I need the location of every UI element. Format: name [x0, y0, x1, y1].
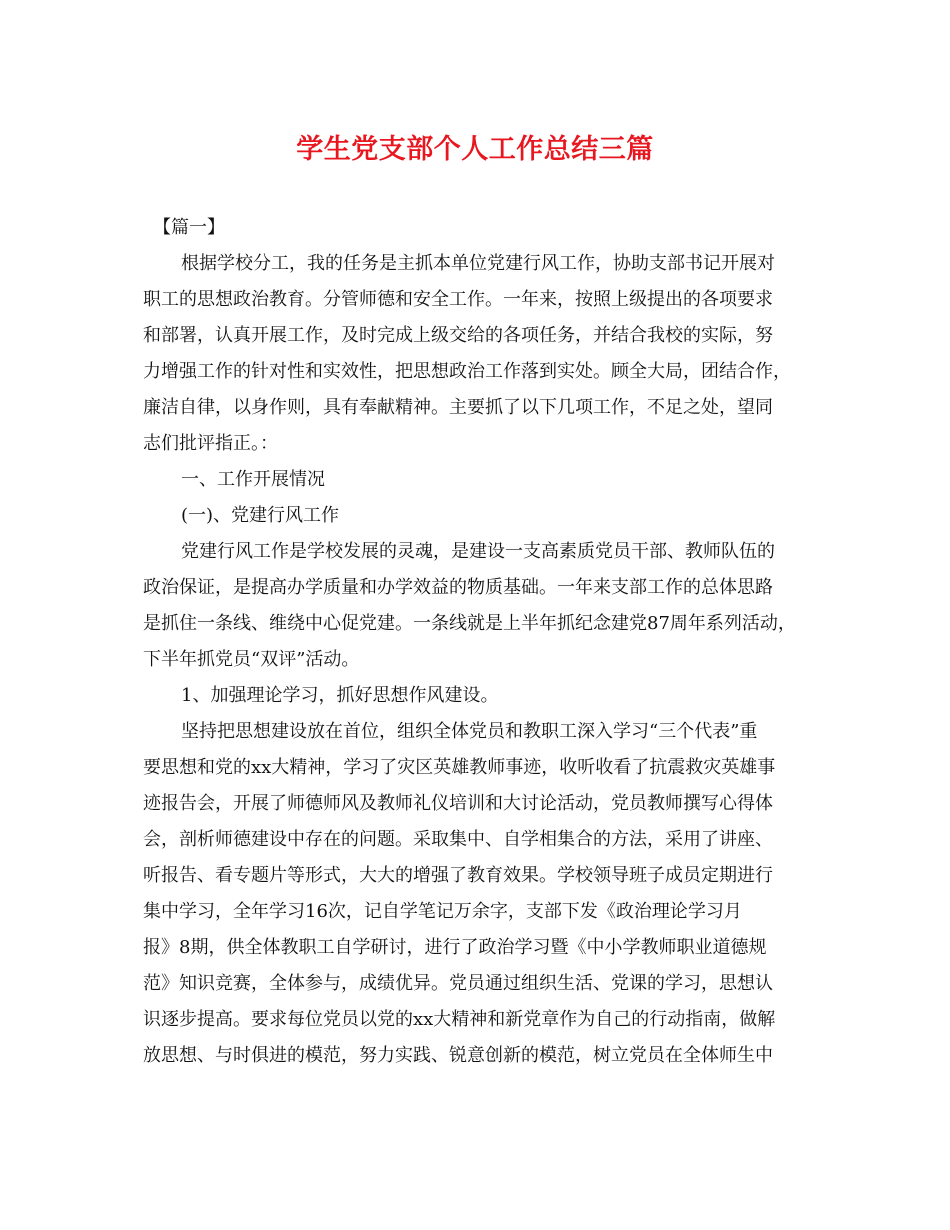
paragraph-line: 下半年抓党员“双评”活动。 — [143, 649, 360, 670]
paragraph-line: 坚持把思想建设放在首位，组织全体党员和教职工深入学习“三个代表”重 — [181, 721, 758, 742]
paragraph-line: 识逐步提高。要求每位党员以党的xx大精神和新党章作为自己的行动指南，做解 — [143, 1009, 776, 1030]
document-body — [143, 210, 811, 1074]
document-title: 学生党支部个人工作总结三篇 — [296, 134, 654, 165]
paragraph-line: 根据学校分工，我的任务是主抓本单位党建行风工作，协助支部书记开展对 — [181, 253, 775, 274]
paragraph-line: 志们批评指正。： — [143, 433, 278, 454]
paragraph-line: 范》知识竞赛，全体参与，成绩优异。党员通过组织生活、党课的学习，思想认 — [143, 973, 773, 994]
paragraph-line: 廉洁自律，以身作则，具有奉献精神。主要抓了以下几项工作，不足之处，望同 — [143, 397, 773, 418]
paragraph-line: 职工的思想政治教育。分管师德和安全工作。一年来，按照上级提出的各项要求 — [143, 289, 773, 310]
section-heading: 【篇一】 — [153, 217, 225, 238]
subheading: (一)、党建行风工作 — [181, 505, 340, 526]
paragraph-line: 力增强工作的针对性和实效性，把思想政治工作落到实处。顾全大局，团结合作， — [143, 361, 791, 382]
paragraph-line: 听报告、看专题片等形式，大大的增强了教育效果。学校领导班子成员定期进行 — [143, 865, 773, 886]
subheading: 1、加强理论学习，抓好思想作风建设。 — [181, 685, 499, 706]
paragraph-line: 报》8期，供全体教职工自学研讨，进行了政治学习暨《中小学教师职业道德规 — [143, 937, 767, 958]
paragraph-line: 党建行风工作是学校发展的灵魂，是建设一支高素质党员干部、教师队伍的 — [181, 541, 775, 562]
paragraph-line: 放思想、与时俱进的模范，努力实践、锐意创新的模范，树立党员在全体师生中 — [143, 1045, 773, 1066]
subheading: 一、工作开展情况 — [181, 469, 325, 490]
paragraph-line: 政治保证，是提高办学质量和办学效益的物质基础。一年来支部工作的总体思路 — [143, 577, 773, 598]
paragraph-line: 要思想和党的xx大精神，学习了灾区英雄教师事迹，收听收看了抗震救灾英雄事 — [143, 757, 776, 778]
paragraph-line: 和部署，认真开展工作，及时完成上级交给的各项任务，并结合我校的实际，努 — [143, 325, 773, 346]
paragraph-line: 会，剖析师德建设中存在的问题。采取集中、自学相集合的方法，采用了讲座、 — [143, 829, 773, 850]
paragraph-line: 集中学习，全年学习16次，记自学笔记万余字，支部下发《政治理论学习月 — [143, 901, 742, 922]
paragraph-line: 是抓住一条线、维绕中心促党建。一条线就是上半年抓纪念建党87周年系列活动， — [143, 613, 796, 634]
paragraph-line: 迹报告会，开展了师德师风及教师礼仪培训和大讨论活动，党员教师撰写心得体 — [143, 793, 773, 814]
